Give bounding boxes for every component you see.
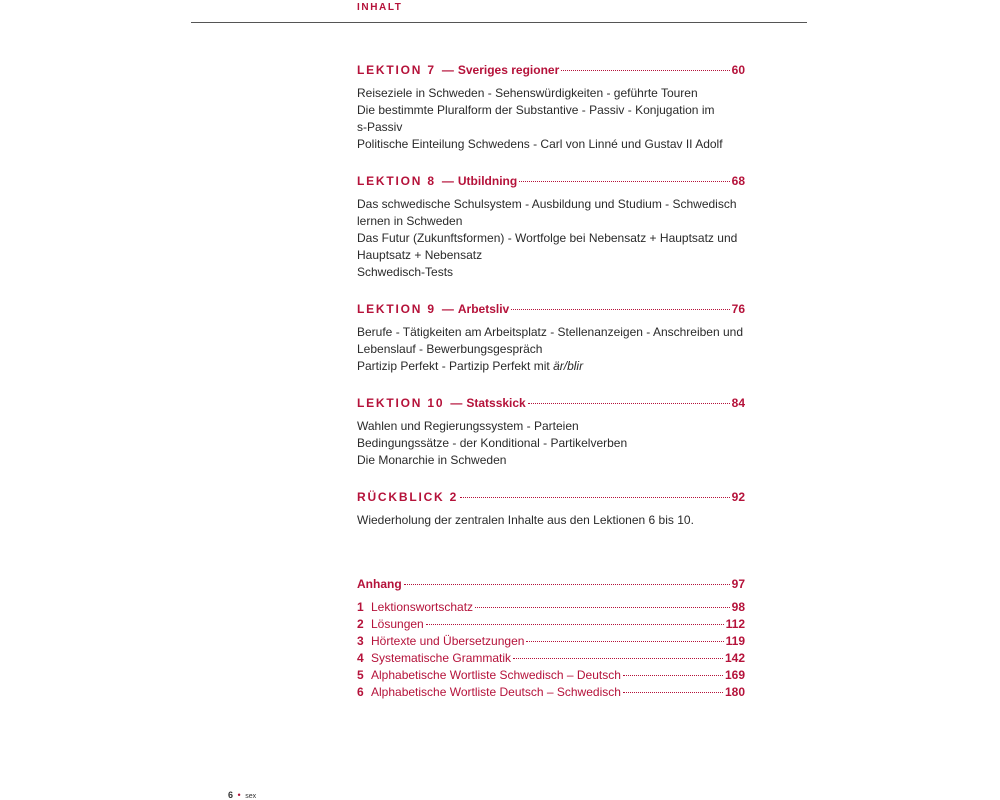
page-number: 98	[731, 600, 745, 614]
toc-entry-lektion-7	[357, 62, 745, 153]
description-line: Reiseziele in Schweden - Sehenswürdigkeiten - geführte Touren	[357, 86, 698, 100]
description-line: Die Monarchie in Schweden	[357, 453, 507, 467]
appendix-item[interactable]	[357, 650, 745, 667]
appendix-section	[357, 576, 745, 701]
item-number: 2	[357, 617, 364, 631]
footer-page-number: 6	[228, 790, 234, 800]
page-number: 142	[724, 651, 745, 665]
entry-heading[interactable]	[357, 62, 745, 78]
lesson-description	[357, 85, 745, 153]
toc-entry-rueckblick-2	[357, 489, 745, 529]
dot-leader	[426, 624, 724, 625]
toc-entry-lektion-9	[357, 301, 745, 375]
item-label: Systematische Grammatik	[371, 651, 512, 665]
item-label: Hörtexte und Übersetzungen	[371, 634, 525, 648]
description-line: Hauptsatz + Nebensatz	[357, 248, 483, 262]
page-number: 180	[724, 685, 745, 699]
toc-entry-lektion-10	[357, 395, 745, 469]
description-line: Politische Einteilung Schwedens - Carl von Linné und Gustav II Adolf	[357, 137, 723, 151]
item-label: Lektionswortschatz	[371, 600, 474, 614]
page-number: 60	[731, 63, 745, 77]
lesson-number: LEKTION 8	[357, 174, 436, 188]
entry-heading[interactable]	[357, 301, 745, 317]
page-number: 68	[731, 174, 745, 188]
description-line: Wahlen und Regierungssystem - Parteien	[357, 419, 579, 433]
appendix-item[interactable]	[357, 667, 745, 684]
lesson-description	[357, 418, 745, 469]
page-number: 92	[731, 490, 745, 504]
lesson-description	[357, 196, 745, 281]
item-number: 3	[357, 634, 364, 648]
italic-term: är/blir	[553, 359, 584, 373]
lesson-number: LEKTION 9	[357, 302, 436, 316]
item-number: 5	[357, 668, 364, 682]
entry-heading[interactable]	[357, 173, 745, 189]
appendix-item[interactable]	[357, 599, 745, 616]
lesson-number: LEKTION 10	[357, 396, 445, 410]
dot-leader	[404, 584, 730, 585]
entry-heading[interactable]	[357, 395, 745, 411]
review-number: RÜCKBLICK 2	[357, 490, 459, 504]
dot-leader	[513, 658, 723, 659]
item-label: Alphabetische Wortliste Deutsch – Schwedisch	[371, 685, 621, 699]
item-number: 4	[357, 651, 364, 665]
appendix-heading[interactable]	[357, 576, 745, 592]
description-line: Berufe - Tätigkeiten am Arbeitsplatz - Stellenanzeigen - Anschreiben und	[357, 325, 744, 339]
lesson-title: Sveriges regioner	[457, 63, 560, 77]
page-footer	[228, 790, 256, 800]
lesson-description	[357, 324, 745, 375]
item-label: Lösungen	[371, 617, 424, 631]
description-line: Die bestimmte Pluralform der Substantive - Passiv - Konjugation im	[357, 103, 715, 117]
dash: —	[441, 174, 454, 188]
footer-separator: •	[237, 790, 241, 800]
description-line: Bedingungssätze - der Konditional - Partikelverben	[357, 436, 628, 450]
page-number: 97	[731, 577, 745, 591]
lesson-title: Utbildning	[457, 174, 518, 188]
description-line	[357, 358, 745, 375]
description-line: Das Futur (Zukunftsformen) - Wortfolge bei Nebensatz + Hauptsatz und	[357, 231, 738, 245]
dot-leader	[561, 70, 729, 71]
page-number: 84	[731, 396, 745, 410]
appendix-list	[357, 599, 745, 701]
item-number: 6	[357, 685, 364, 699]
appendix-item[interactable]	[357, 684, 745, 701]
dot-leader	[519, 181, 729, 182]
dash: —	[441, 63, 454, 77]
dot-leader	[526, 641, 723, 642]
item-label: Alphabetische Wortliste Schwedisch – Deutsch	[371, 668, 621, 682]
entry-heading[interactable]	[357, 489, 745, 505]
page-number: 169	[724, 668, 745, 682]
dot-leader	[623, 692, 723, 693]
dot-leader	[475, 607, 730, 608]
dot-leader	[528, 403, 730, 404]
dash: —	[441, 302, 454, 316]
appendix-item[interactable]	[357, 633, 745, 650]
description-line: s-Passiv	[357, 120, 403, 134]
appendix-item[interactable]	[357, 616, 745, 633]
description-line: Das schwedische Schulsystem - Ausbildung und Studium - Schwedisch	[357, 197, 737, 211]
review-description	[357, 512, 745, 529]
toc-entry-lektion-8	[357, 173, 745, 281]
description-line: Schwedisch-Tests	[357, 265, 454, 279]
header-divider	[191, 22, 807, 23]
footer-page-word: sex	[245, 793, 257, 800]
section-label: INHALT	[357, 2, 403, 13]
description-line: Lebenslauf - Bewerbungsgespräch	[357, 342, 543, 356]
lesson-title: Arbetsliv	[457, 302, 510, 316]
table-of-contents	[357, 62, 745, 549]
page-number: 119	[725, 634, 745, 648]
dot-leader	[623, 675, 723, 676]
dash: —	[450, 396, 463, 410]
description-line: lernen in Schweden	[357, 214, 463, 228]
dot-leader	[460, 497, 730, 498]
description-line: Wiederholung der zentralen Inhalte aus den Lektionen 6 bis 10.	[357, 513, 694, 527]
appendix-title: Anhang	[357, 577, 402, 591]
page-number: 112	[725, 617, 745, 631]
page-number: 76	[731, 302, 745, 316]
item-number: 1	[357, 600, 364, 614]
dot-leader	[511, 309, 729, 310]
lesson-title: Statsskick	[466, 396, 526, 410]
lesson-number: LEKTION 7	[357, 63, 436, 77]
description-text: Partizip Perfekt - Partizip Perfekt mit	[357, 359, 554, 373]
